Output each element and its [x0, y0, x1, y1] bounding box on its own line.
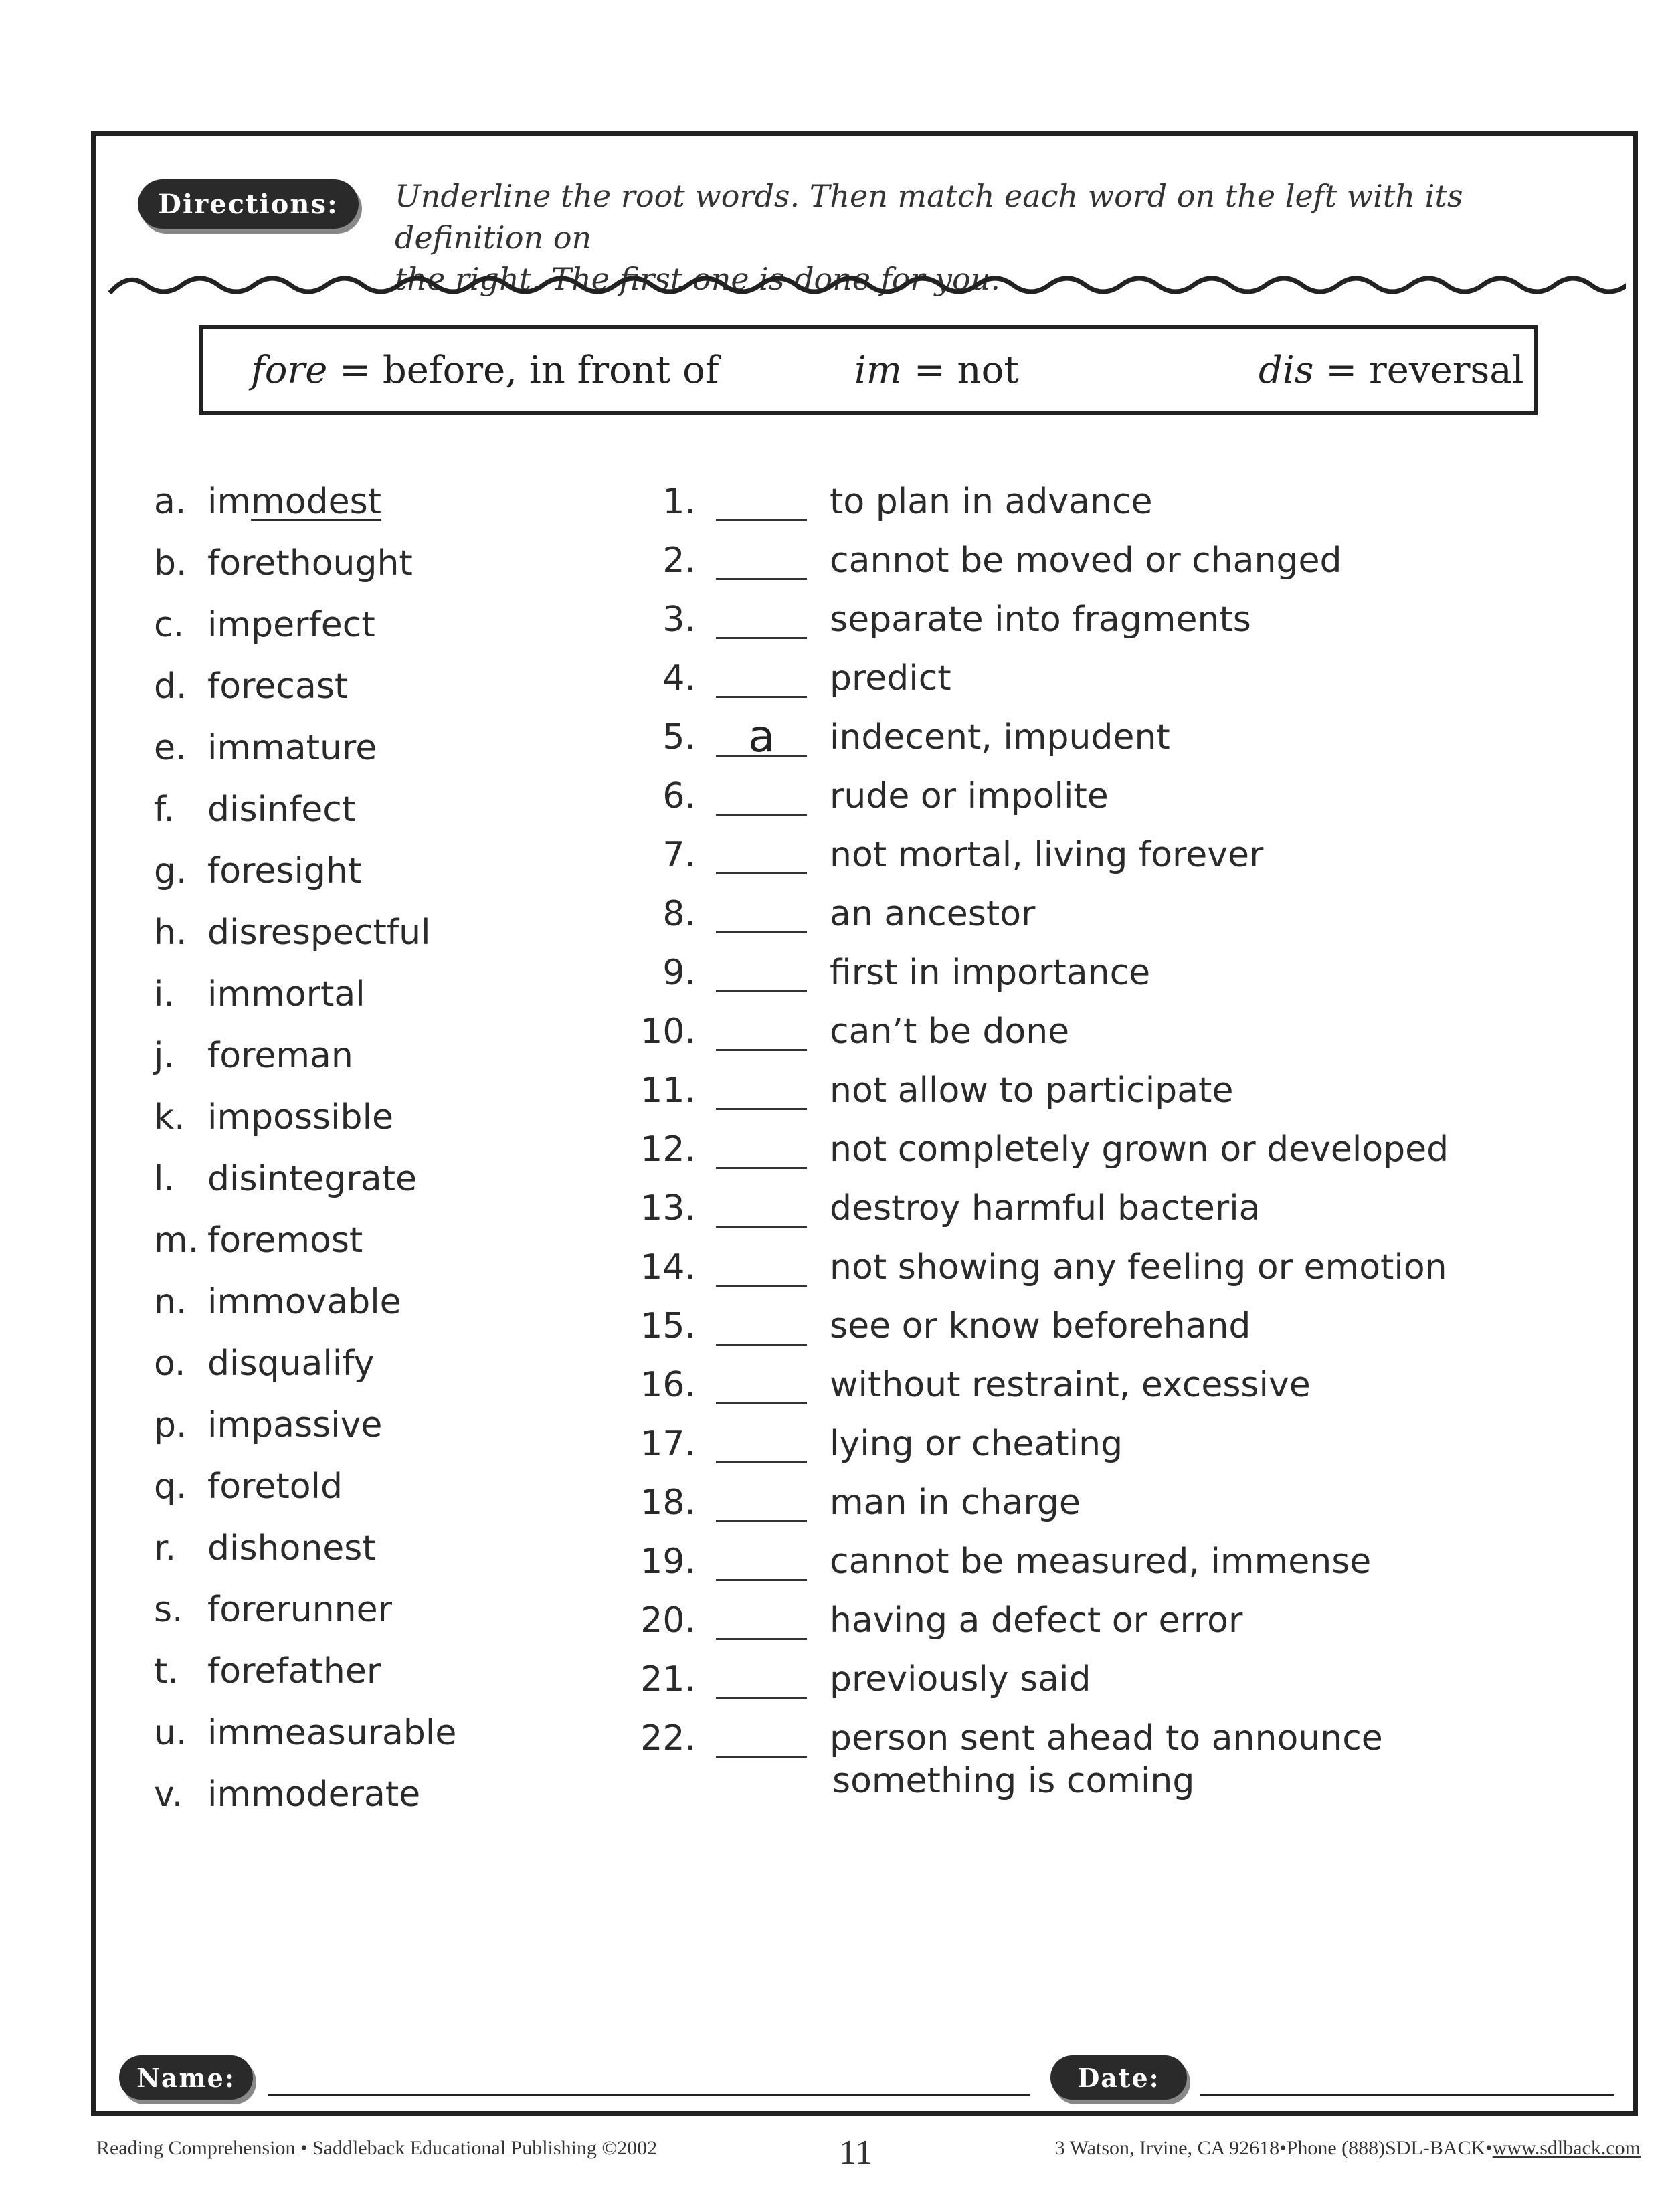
definition-number: 5.	[662, 717, 696, 757]
answer-blank[interactable]	[716, 578, 807, 580]
wavy-divider	[107, 261, 1626, 301]
definition-number: 16.	[640, 1365, 696, 1405]
definition-number: 18.	[640, 1483, 696, 1523]
definition-text-continued: something is coming	[832, 1761, 1195, 1801]
answer-blank[interactable]	[716, 1638, 807, 1640]
definition-number: 12.	[640, 1129, 696, 1170]
directions-line-1: Underline the root words. Then match each word on the left with its definition on	[395, 178, 1463, 256]
date-field-line[interactable]	[1200, 2094, 1614, 2096]
word-prefix: im	[207, 482, 252, 522]
answer-blank[interactable]	[716, 872, 807, 874]
definition-number: 14.	[640, 1247, 696, 1287]
answer-blank[interactable]	[716, 1579, 807, 1581]
answer-blank[interactable]	[716, 696, 807, 698]
definition-number: 10.	[640, 1012, 696, 1052]
word-text: disinfect	[207, 790, 356, 830]
word-text: immeasurable	[207, 1713, 457, 1753]
definition-number: 9.	[662, 953, 696, 993]
word-letter: p.	[154, 1405, 187, 1445]
word-letter: s.	[154, 1590, 183, 1630]
word-text: foreman	[207, 1036, 353, 1076]
definition-number: 4.	[662, 658, 696, 699]
word-text: forefather	[207, 1651, 381, 1691]
answer-blank[interactable]	[716, 990, 807, 992]
answer-blank[interactable]	[716, 519, 807, 521]
definition-text: indecent, impudent	[830, 717, 1170, 757]
word-letter: n.	[154, 1282, 187, 1322]
word-letter: g.	[154, 851, 187, 891]
definition-number: 20.	[640, 1600, 696, 1641]
word-letter: m.	[154, 1220, 199, 1261]
definition-text: predict	[830, 658, 951, 699]
directions-line-2: the right. The first one is done for you.	[395, 261, 1000, 297]
word-letter: b.	[154, 543, 187, 583]
definition-number: 22.	[640, 1718, 696, 1758]
answer-blank[interactable]	[716, 931, 807, 933]
answer-blank[interactable]	[716, 637, 807, 639]
definition-number: 6.	[662, 776, 696, 816]
definition-number: 7.	[662, 835, 696, 875]
definition-text: not mortal, living forever	[830, 835, 1264, 875]
word-text: foremost	[207, 1220, 363, 1261]
definition-number: 21.	[640, 1659, 696, 1699]
footer-contact: 3 Watson, Irvine, CA 92618•Phone (888)SDL-BACK•www.sdlback.com	[1054, 2137, 1641, 2159]
definition-text: an ancestor	[830, 894, 1036, 934]
definition-number: 15.	[640, 1306, 696, 1346]
definition-number: 17.	[640, 1424, 696, 1464]
word-text: disrespectful	[207, 913, 431, 953]
definition-text: can’t be done	[830, 1012, 1070, 1052]
word-letter: l.	[154, 1159, 175, 1199]
definition-text: lying or cheating	[830, 1424, 1123, 1464]
word-text: disqualify	[207, 1344, 375, 1384]
answer-blank[interactable]	[716, 1697, 807, 1699]
word-text: immoderate	[207, 1774, 421, 1815]
word-text: foresight	[207, 851, 362, 891]
prefix-key-box	[199, 325, 1538, 415]
definition-number: 1.	[662, 482, 696, 522]
answer-blank[interactable]	[716, 1756, 807, 1758]
word-text: forerunner	[207, 1590, 392, 1630]
word-text: impossible	[207, 1097, 394, 1137]
answer-blank[interactable]	[716, 1285, 807, 1287]
prefix-fore: fore = before, in front of	[251, 349, 719, 392]
answer-blank[interactable]	[716, 1108, 807, 1110]
word-letter: u.	[154, 1713, 187, 1753]
definition-text: not completely grown or developed	[830, 1129, 1449, 1170]
definition-text: destroy harmful bacteria	[830, 1188, 1261, 1228]
definition-text: without restraint, excessive	[830, 1365, 1311, 1405]
definition-text: person sent ahead to announce	[830, 1718, 1383, 1758]
underlined-root: modest	[251, 482, 382, 522]
word-letter: j.	[154, 1036, 175, 1076]
answer-text: a	[748, 711, 775, 762]
answer-blank[interactable]	[716, 814, 807, 816]
word-text: forethought	[207, 543, 413, 583]
definition-text: see or know beforehand	[830, 1306, 1251, 1346]
answer-blank[interactable]	[716, 1402, 807, 1404]
answer-blank[interactable]	[716, 1167, 807, 1169]
word-letter: v.	[154, 1774, 183, 1815]
definition-number: 11.	[640, 1071, 696, 1111]
definition-text: first in importance	[830, 953, 1151, 993]
word-text	[207, 482, 381, 522]
prefix-dis: dis = reversal	[1259, 349, 1524, 392]
footer-url[interactable]: www.sdlback.com	[1492, 2137, 1641, 2159]
definition-text: rude or impolite	[830, 776, 1109, 816]
word-text: disintegrate	[207, 1159, 417, 1199]
answer-blank[interactable]	[716, 1226, 807, 1228]
word-letter: h.	[154, 913, 187, 953]
definition-number: 3.	[662, 600, 696, 640]
word-text: impassive	[207, 1405, 383, 1445]
answer-blank[interactable]	[716, 1520, 807, 1522]
definition-text: having a defect or error	[830, 1600, 1243, 1641]
definition-text: separate into fragments	[830, 600, 1251, 640]
word-text: immature	[207, 728, 377, 768]
answer-blank[interactable]	[716, 1344, 807, 1346]
word-letter: r.	[154, 1528, 177, 1568]
definition-number: 8.	[662, 894, 696, 934]
footer-publisher: Reading Comprehension • Saddleback Educational Publishing ©2002	[96, 2137, 658, 2159]
word-text: immortal	[207, 974, 365, 1014]
definition-number: 2.	[662, 541, 696, 581]
answer-blank[interactable]	[716, 1461, 807, 1463]
word-letter: c.	[154, 605, 185, 645]
word-letter: f.	[154, 790, 175, 830]
definition-text: man in charge	[830, 1483, 1081, 1523]
word-letter: o.	[154, 1344, 186, 1384]
word-letter: i.	[154, 974, 175, 1014]
word-letter: e.	[154, 728, 187, 768]
directions-label: Directions:	[138, 179, 359, 229]
definition-text: not showing any feeling or emotion	[830, 1247, 1447, 1287]
word-text: foretold	[207, 1467, 343, 1507]
word-text: dishonest	[207, 1528, 376, 1568]
word-text: imperfect	[207, 605, 375, 645]
date-label: Date:	[1050, 2055, 1187, 2100]
prefix-im: im = not	[854, 349, 1019, 392]
name-label: Name:	[119, 2055, 253, 2100]
answer-blank[interactable]	[716, 1049, 807, 1051]
word-letter: d.	[154, 666, 187, 707]
word-text: immovable	[207, 1282, 401, 1322]
definition-text: not allow to participate	[830, 1071, 1234, 1111]
definition-text: to plan in advance	[830, 482, 1153, 522]
name-field-line[interactable]	[268, 2094, 1030, 2096]
word-letter: q.	[154, 1467, 187, 1507]
page-number: 11	[839, 2134, 873, 2172]
word-letter: t.	[154, 1651, 179, 1691]
definition-text: cannot be measured, immense	[830, 1542, 1372, 1582]
definition-number: 19.	[640, 1542, 696, 1582]
word-text: forecast	[207, 666, 349, 707]
definition-number: 13.	[640, 1188, 696, 1228]
definition-text: cannot be moved or changed	[830, 541, 1342, 581]
word-letter: k.	[154, 1097, 185, 1137]
word-letter: a.	[154, 482, 187, 522]
definition-text: previously said	[830, 1659, 1091, 1699]
